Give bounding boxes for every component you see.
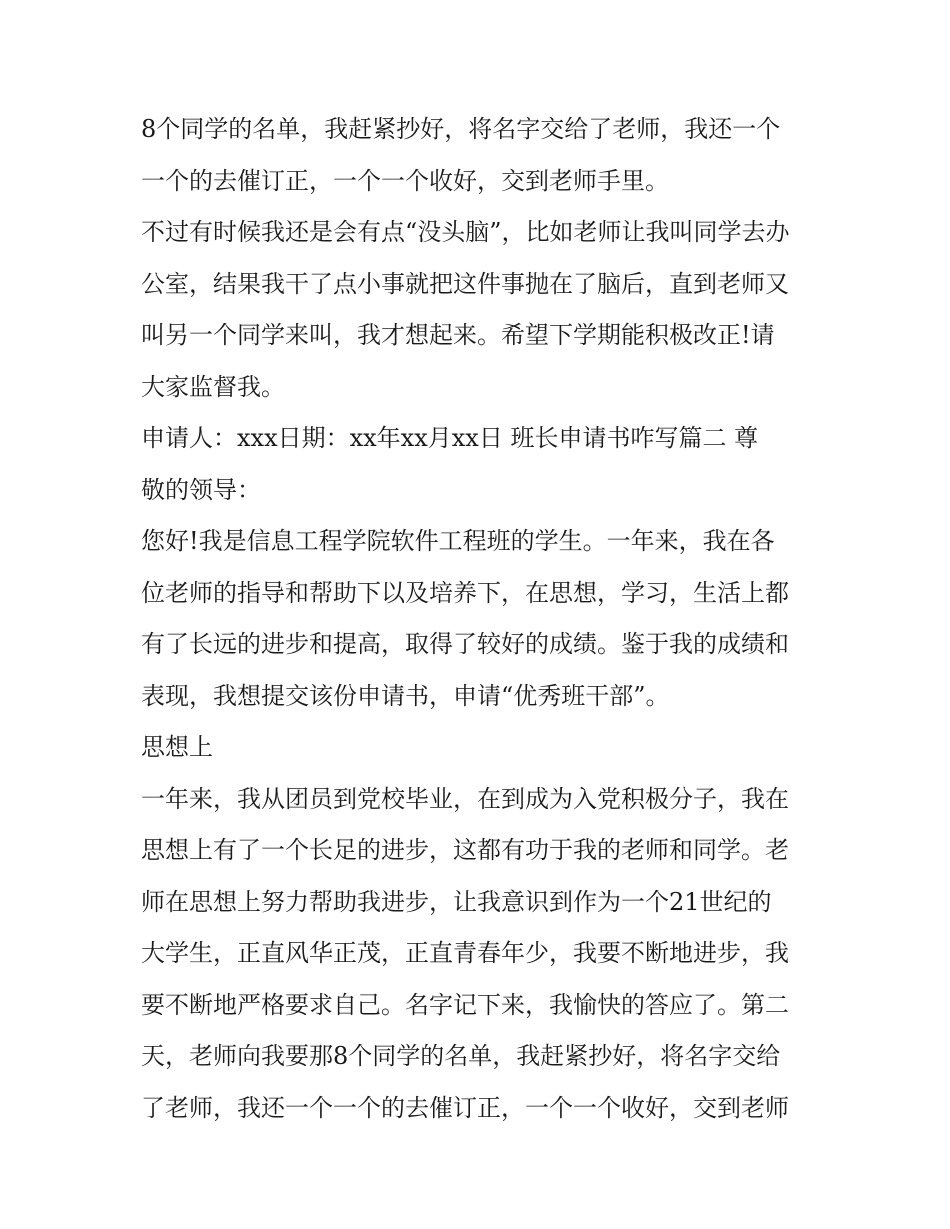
text-line: 思想上有了一个长足的进步，这都有功于我的老师和同学。老 [141,836,789,864]
document-body [141,104,821,1134]
text-line: 大家监督我。 [141,372,285,401]
text-line: 叫另一个同学来叫，我才想起来。希望下学期能积极改正!请 [141,321,775,349]
text-line: 位老师的指导和帮助下以及培养下，在思想，学习，生活上都 [141,578,789,607]
text-line: 您好!我是信息工程学院软件工程班的学生。一年来，我在各 [141,527,775,555]
text-line: 敬的领导： [141,475,261,504]
text-line: 公室，结果我干了点小事就把这件事抛在了脑后，直到老师又 [141,269,789,298]
text-line: 了老师，我还一个一个的去催订正，一个一个收好，交到老师 [141,1093,789,1122]
text-line: 一个的去催订正，一个一个收好，交到老师手里。 [141,166,669,195]
text-line: 表现，我想提交该份申请书，申请“优秀班干部”。 [141,681,670,710]
text-line: 师在思想上努力帮助我进步，让我意识到作为一个21世纪的 [141,887,772,916]
section-heading: 思想上 [141,733,213,761]
text-line: 一年来，我从团员到党校毕业，在到成为入党积极分子，我在 [141,784,789,813]
text-line: 不过有时候我还是会有点“没头脑”，比如老师让我叫同学去办 [141,218,790,246]
text-line: 大学生，正直风华正茂，正直青春年少，我要不断地进步，我 [141,939,789,967]
text-line: 天，老师向我要那8个同学的名单，我赶紧抄好，将名字交给 [141,1042,781,1070]
text-line: 申请人：xxx日期：xx年xx月xx日 班长申请书咋写篇二 尊 [141,424,759,452]
text-line: 要不断地严格要求自己。名字记下来，我愉快的答应了。第二 [141,990,789,1019]
text-line: 有了长远的进步和提高，取得了较好的成绩。鉴于我的成绩和 [141,630,789,658]
text-line: 8个同学的名单，我赶紧抄好，将名字交给了老师，我还一个 [141,115,781,143]
